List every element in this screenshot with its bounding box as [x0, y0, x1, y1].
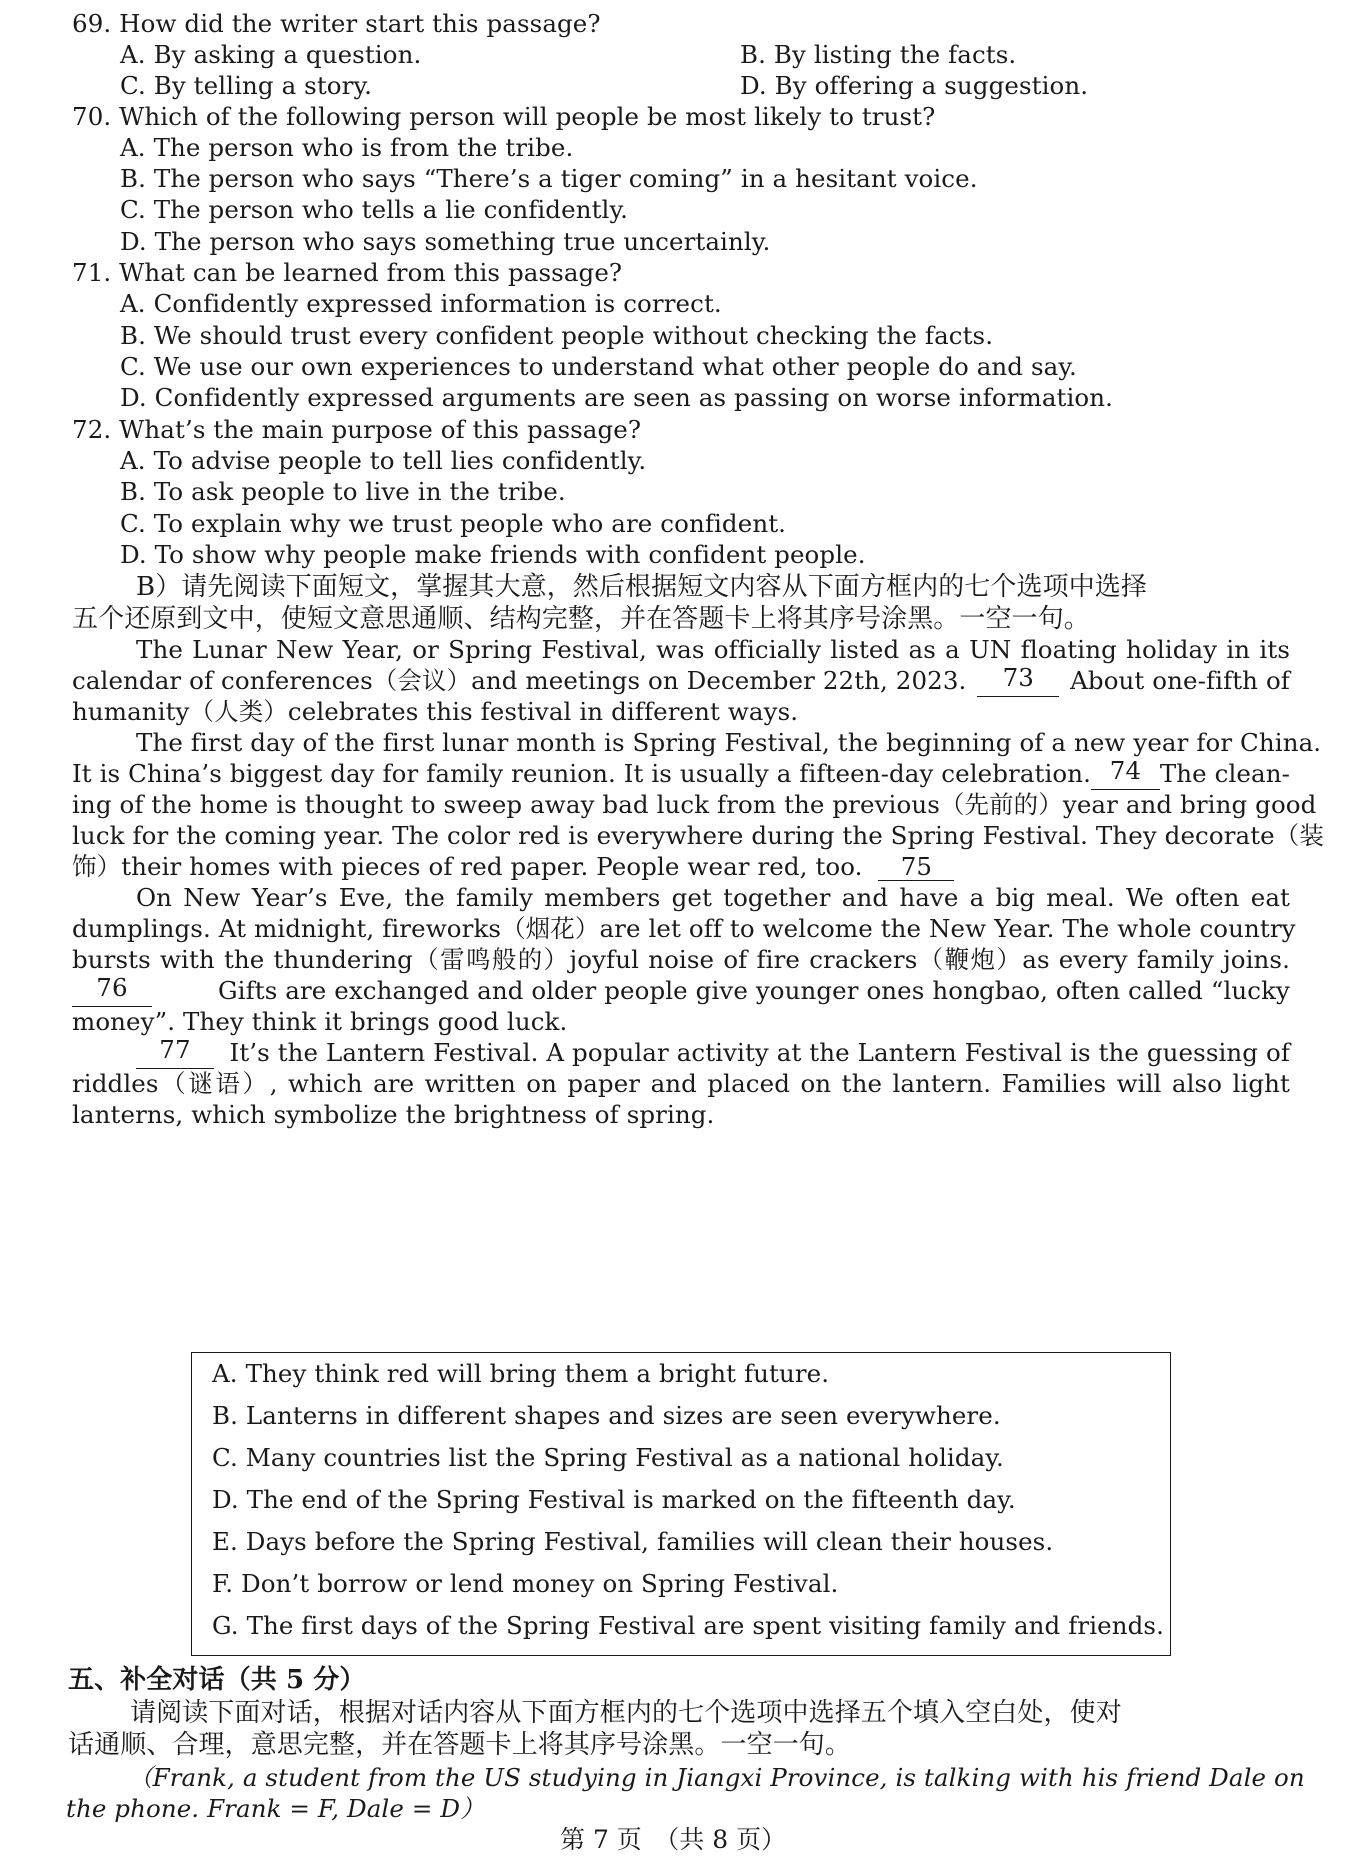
question-71-stem: 71. What can be learned from this passage?: [72, 258, 623, 287]
paragraph-2-line-1: The first day of the first lunar month is Spring Festival, the beginning of a new year for China.: [136, 728, 1322, 757]
question-71-option-b: B. We should trust every confident people without checking the facts.: [120, 321, 994, 350]
box-option-e: E. Days before the Spring Festival, families will clean their houses.: [212, 1527, 1054, 1556]
blank-76: 76: [72, 975, 152, 1007]
question-72-option-d: D. To show why people make friends with confident people.: [120, 540, 866, 569]
paragraph-3-line-2: dumplings. At midnight, fireworks（烟花）are let off to welcome the New Year. The whole country: [72, 914, 1296, 943]
question-70-option-a: A. The person who is from the tribe.: [120, 133, 574, 162]
section-b-instruction-2: 五个还原到文中，使短文意思通顺、结构完整，并在答题卡上将其序号涂黑。一空一句。: [72, 604, 1090, 634]
paragraph-3-line-5: money”. They think it brings good luck.: [72, 1007, 568, 1036]
question-69-option-d: D. By offering a suggestion.: [740, 71, 1089, 100]
section-b-instruction-1: B）请先阅读下面短文，掌握其大意，然后根据短文内容从下面方框内的七个选项中选择: [136, 572, 1148, 602]
box-option-c: C. Many countries list the Spring Festival as a national holiday.: [212, 1443, 1004, 1472]
paragraph-2-text-c: 饰）their homes with pieces of red paper. People wear red, too.: [72, 852, 863, 881]
blank-75: 75: [878, 854, 954, 881]
question-72-option-b: B. To ask people to live in the tribe.: [120, 477, 566, 506]
paragraph-2-line-2: [72, 758, 1290, 790]
box-option-f: F. Don’t borrow or lend money on Spring Festival.: [212, 1569, 839, 1598]
question-72-stem: 72. What’s the main purpose of this passage?: [72, 415, 642, 444]
paragraph-2-text-a: It is China’s biggest day for family reunion. It is usually a fifteen-day celebration.: [72, 759, 1092, 788]
paragraph-3-text-b: Gifts are exchanged and older people give younger ones hongbao, often called “lucky: [217, 976, 1290, 1005]
question-71-option-d: D. Confidently expressed arguments are seen as passing on worse information.: [120, 383, 1114, 412]
blank-73: 73: [977, 665, 1059, 697]
question-70-option-c: C. The person who tells a lie confidently.: [120, 195, 629, 224]
paragraph-1-text-a: calendar of conferences（会议）and meetings on December 22th, 2023.: [72, 666, 967, 695]
box-option-b: B. Lanterns in different shapes and sizes are seen everywhere.: [212, 1401, 1001, 1430]
paragraph-3-line-3: bursts with the thundering（雷鸣般的）joyful noise of fire crackers（鞭炮）as every family joins.: [72, 945, 1290, 974]
page-number: 第 7 页 （共 8 页）: [560, 1825, 787, 1854]
paragraph-2-line-3: ing of the home is thought to sweep away bad luck from the previous（先前的）year and bring good: [72, 790, 1317, 819]
paragraph-2-line-5: [72, 851, 1290, 883]
paragraph-2-text-b: The clean-: [1159, 759, 1290, 788]
section-5-instruction-2: 话通顺、合理，意思完整，并在答题卡上将其序号涂黑。一空一句。: [68, 1730, 852, 1760]
paragraph-1-line-2: [72, 665, 1290, 697]
paragraph-3-line-4: [72, 975, 1290, 1007]
question-69-option-c: C. By telling a story.: [120, 71, 373, 100]
paragraph-4-line-1: [136, 1037, 1290, 1069]
paragraph-1-line-3: humanity（人类）celebrates this festival in different ways.: [72, 697, 799, 726]
blank-77: 77: [136, 1037, 214, 1069]
paragraph-2-line-4: luck for the coming year. The color red is everywhere during the Spring Festival. They decorate（装: [72, 821, 1324, 850]
question-72-option-a: A. To advise people to tell lies confidently.: [120, 446, 647, 475]
box-option-a: A. They think red will bring them a bright future.: [212, 1359, 830, 1388]
box-option-g: G. The first days of the Spring Festival are spent visiting family and friends.: [212, 1611, 1164, 1640]
paragraph-4-line-2: riddles（谜语）, which are written on paper and placed on the lantern. Families will also light: [72, 1069, 1290, 1098]
section-5-instruction-1: 请阅读下面对话，根据对话内容从下面方框内的七个选项中选择五个填入空白处，使对: [130, 1698, 1122, 1728]
question-70-stem: 70. Which of the following person will people be most likely to trust?: [72, 102, 936, 131]
question-69-stem: 69. How did the writer start this passage?: [72, 9, 601, 38]
question-69-option-a: A. By asking a question.: [120, 40, 422, 69]
blank-74: 74: [1091, 758, 1160, 790]
question-70-option-d: D. The person who says something true uncertainly.: [120, 227, 771, 256]
question-70-option-b: B. The person who says “There’s a tiger coming” in a hesitant voice.: [120, 164, 978, 193]
paragraph-4-text-b: It’s the Lantern Festival. A popular activity at the Lantern Festival is the guessing of: [229, 1038, 1290, 1067]
dialogue-context-2: the phone. Frank = F, Dale = D）: [66, 1794, 485, 1823]
section-5-heading: 五、补全对话（共 5 分）: [68, 1665, 366, 1695]
question-71-option-c: C. We use our own experiences to understand what other people do and say.: [120, 352, 1077, 381]
paragraph-3-line-1: On New Year’s Eve, the family members get together and have a big meal. We often eat: [136, 883, 1290, 912]
dialogue-context-1: （Frank, a student from the US studying in Jiangxi Province, is talking with his friend Dale on: [128, 1763, 1305, 1792]
question-71-option-a: A. Confidently expressed information is correct.: [120, 289, 722, 318]
paragraph-4-line-3: lanterns, which symbolize the brightness of spring.: [72, 1100, 715, 1129]
question-69-option-b: B. By listing the facts.: [740, 40, 1017, 69]
box-option-d: D. The end of the Spring Festival is marked on the fifteenth day.: [212, 1485, 1016, 1514]
paragraph-1-text-b: About one-fifth of: [1070, 666, 1290, 695]
paragraph-1-line-1: The Lunar New Year, or Spring Festival, was officially listed as a UN floating holiday in its: [136, 635, 1290, 664]
question-72-option-c: C. To explain why we trust people who are confident.: [120, 509, 787, 538]
